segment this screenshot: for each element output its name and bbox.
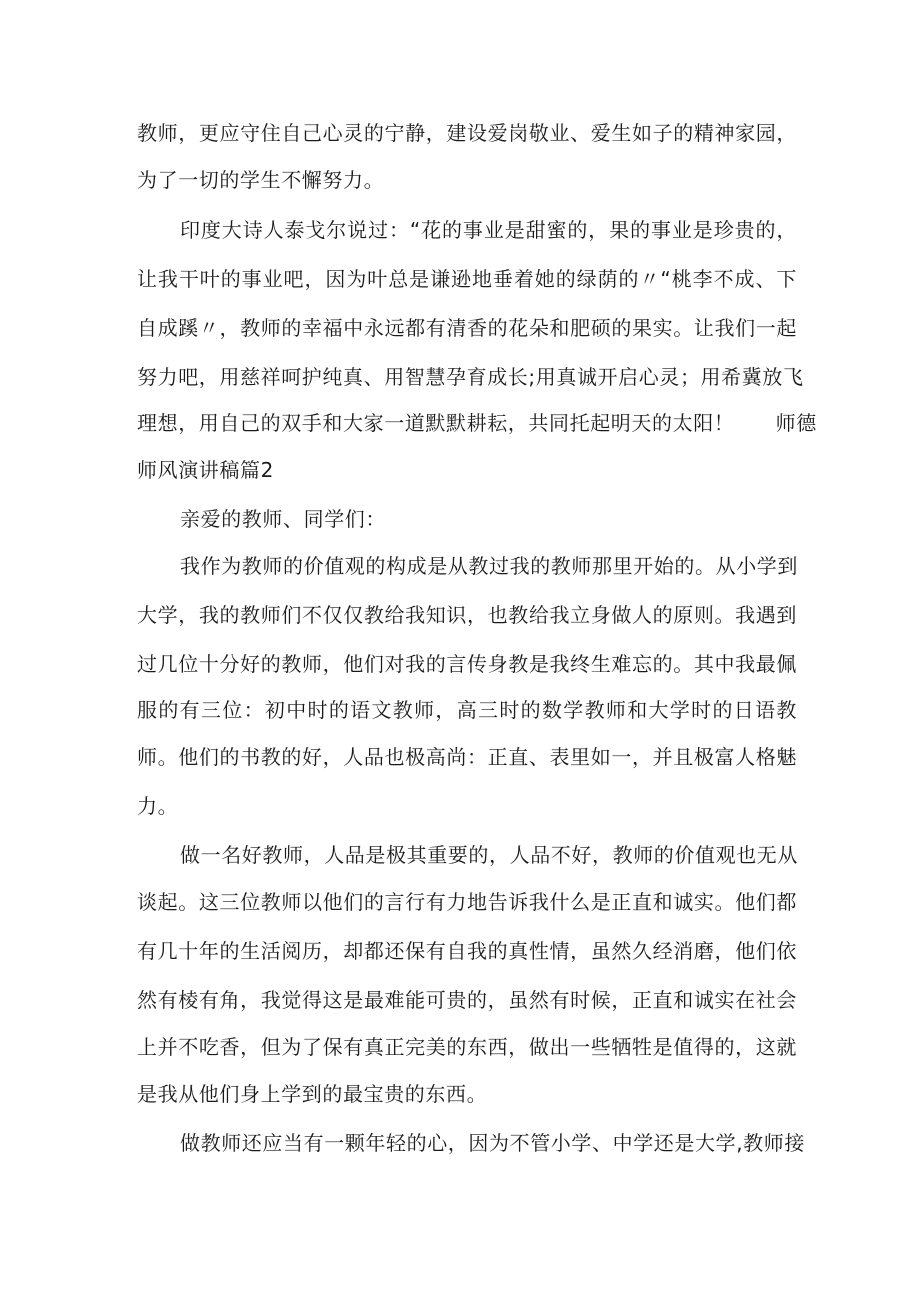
text-line: 有几十年的生活阅历，却都还保有自我的真性情，虽然久经消磨，他们依 bbox=[137, 939, 797, 963]
text-line: 上并不吃香，但为了保有真正完美的东西，做出一些牺牲是值得的，这就 bbox=[137, 1035, 797, 1059]
text-line: 为了一切的学生不懈努力。 bbox=[137, 168, 385, 192]
text-line: 服的有三位：初中时的语文教师，高三时的数学教师和大学时的日语教 bbox=[137, 698, 797, 722]
text-line: 亲爱的教师、同学们： bbox=[180, 507, 386, 531]
text-line: 我作为教师的价值观的构成是从教过我的教师那里开始的。从小学到 bbox=[180, 554, 798, 578]
text-line: 做教师还应当有一颗年轻的心，因为不管小学、中学还是大学,教师接 bbox=[180, 1131, 805, 1155]
text-line: 教师，更应守住自己心灵的宁静，建设爱岗敬业、爱生如子的精神家园， bbox=[137, 121, 797, 145]
text-line: 力。 bbox=[137, 794, 179, 818]
text-line: 大学，我的教师们不仅仅教给我知识，也教给我立身做人的原则。我遇到 bbox=[137, 603, 797, 627]
text-line: 师风演讲稿篇2 bbox=[137, 458, 274, 482]
text-line: 是我从他们身上学到的最宝贵的东西。 bbox=[137, 1082, 488, 1106]
text-line: 自成蹊〃，教师的幸福中永远都有清香的花朵和肥硕的果实。让我们一起 bbox=[137, 316, 797, 340]
text-line: 过几位十分好的教师，他们对我的言传身教是我终生难忘的。其中我最佩 bbox=[137, 652, 797, 676]
text-line: 师。他们的书教的好，人品也极高尚：正直、表里如一，并且极富人格魅 bbox=[137, 745, 797, 769]
text-line: 印度大诗人泰戈尔说过：“花的事业是甜蜜的，果的事业是珍贵的， bbox=[180, 218, 797, 242]
text-line: 做一名好教师，人品是极其重要的，人品不好，教师的价值观也无从 bbox=[180, 843, 798, 867]
text-line: 然有棱有角，我觉得这是最难能可贵的，虽然有时候，正直和诚实在社会 bbox=[137, 988, 797, 1012]
text-line: 努力吧，用慈祥呵护纯真、用智慧孕育成长;用真诚开启心灵；用希冀放飞 bbox=[137, 365, 804, 389]
text-line: 谈起。这三位教师以他们的言行有力地告诉我什么是正直和诚实。他们都 bbox=[137, 890, 797, 914]
text-line: 理想，用自己的双手和大家一道默默耕耘，共同托起明天的太阳！ 师德 bbox=[137, 411, 817, 435]
text-line: 让我干叶的事业吧，因为叶总是谦逊地垂着她的绿荫的〃“桃李不成、下 bbox=[137, 267, 797, 291]
